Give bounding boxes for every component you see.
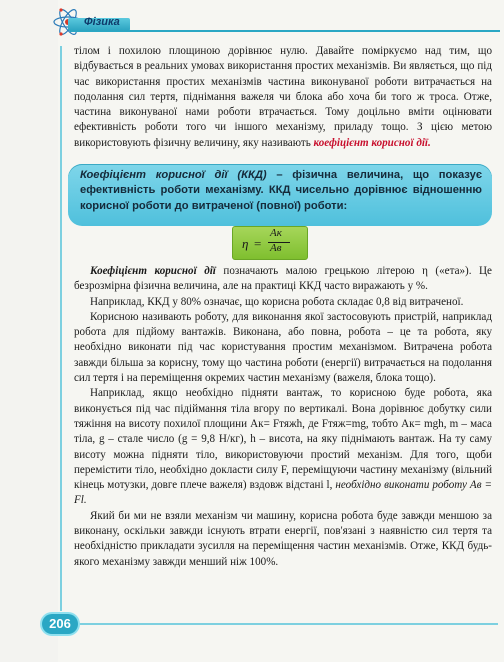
definition-text: [80, 168, 482, 214]
body-text: [74, 264, 492, 570]
intro-paragraph: [74, 44, 492, 151]
header-rule: [70, 30, 500, 32]
paragraph-text: Корисною називають роботу, для виконання якої застосовують пристрій, наприклад робота для підйому вантажів. Виконана, або повна, робота – це та робота, яку необхідно виконати під час користування простим механізмом. Витрачена робота завжди більша за корисну, тому що частина роботи (енергії) витрачається на подолання сил тертя і на переміщення окремих частин механізму (важеля, блока тощо).: [74, 310, 492, 385]
highlighted-term: коефіцієнт корисної дії.: [313, 136, 431, 149]
formula-eta: η: [242, 236, 249, 251]
paragraph-text: Наприклад, якщо необхідно підняти вантаж, то корисною буде робота, яка виконується під час підіймання тіла вгору по вертикалі. Вона дорівнює добутку сили тяжіння на висоту похилої площини Aк= Fтяжh, де Fтяж=mg, тобто Aк= mgh, m – маса тіла, g – стале число (g = 9,8 Н/кг), h – висота, на яку піднімають вантаж. На ту саму висоту можна підняти тіло, використовуючи простий механізм. Для того, щоби перемістити тіло, необхідно докласти силу F, переміщуючи частину механізму (вільний кінець мотузки, довге плече важеля) вздовж відстані l,: [74, 387, 492, 492]
intro-text: тілом і похилою площиною дорівнює нулю. Давайте поміркуємо над тим, що відбувається в реальних умовах використання простих механізмів. Ви являється, що під час використання простих механізмів частина виконуваної роботи витрачається на подолання сил тертя, піднімання важеля чи блока або хоча би того ж троса. Отже, частина виконуваної нами роботи втрачається. Тому доцільно вміти оцінювати ефективність роботи того чи іншого механізму, приладу тощо. З цією метою використовують фізичну величину, яку називають: [74, 45, 492, 149]
formula-denominator: Aв: [270, 242, 282, 254]
efficiency-formula: [240, 228, 300, 258]
page-number-badge: [42, 614, 102, 636]
definition-body: – фізична величина, що показує ефективність роботи механізму. ККД чисельно дорівнює відношенню корисної роботи до витраченої (повної) роботи:: [80, 169, 482, 212]
section-title: Фізика: [84, 16, 120, 28]
paragraph: [74, 509, 492, 570]
paragraph-text: Який би ми не взяли механізм чи машину, корисна робота буде завжди меншою за виконану, оскільки завжди існують втрати енергії, пов'язані з наявністю сил тертя та необхідністю прикладати зусилля на переміщення частин механізмів. Отже, ККД будь-якого механізму завжди менший ніж 100%.: [74, 509, 492, 568]
page-number: 206: [49, 616, 71, 631]
paragraph: [74, 295, 492, 310]
paragraph-lead: Коефіцієнт корисної дії: [90, 265, 216, 277]
formula-numerator: Aк: [270, 227, 282, 239]
page-header: [38, 4, 504, 40]
paragraph-text: позначають малою грецькою літерою η («ета»). Це безрозмірна фізична величина, але на практиці ККД часто виражають у %.: [74, 265, 492, 293]
formula-equals: =: [254, 236, 262, 251]
paragraph-text: Наприклад, ККД у 80% означає, що корисна робота складає 0,8 від витраченої.: [90, 295, 464, 308]
paragraph: [74, 310, 492, 386]
paragraph: [74, 264, 492, 295]
margin-rule: [60, 46, 62, 611]
paragraph-italic-tail: необхідно виконати роботу Aв = Fl.: [74, 479, 492, 507]
paragraph: [74, 386, 492, 508]
definition-term: Коефіцієнт корисної дії (ККД): [80, 169, 267, 181]
footer-rule: [78, 623, 498, 625]
